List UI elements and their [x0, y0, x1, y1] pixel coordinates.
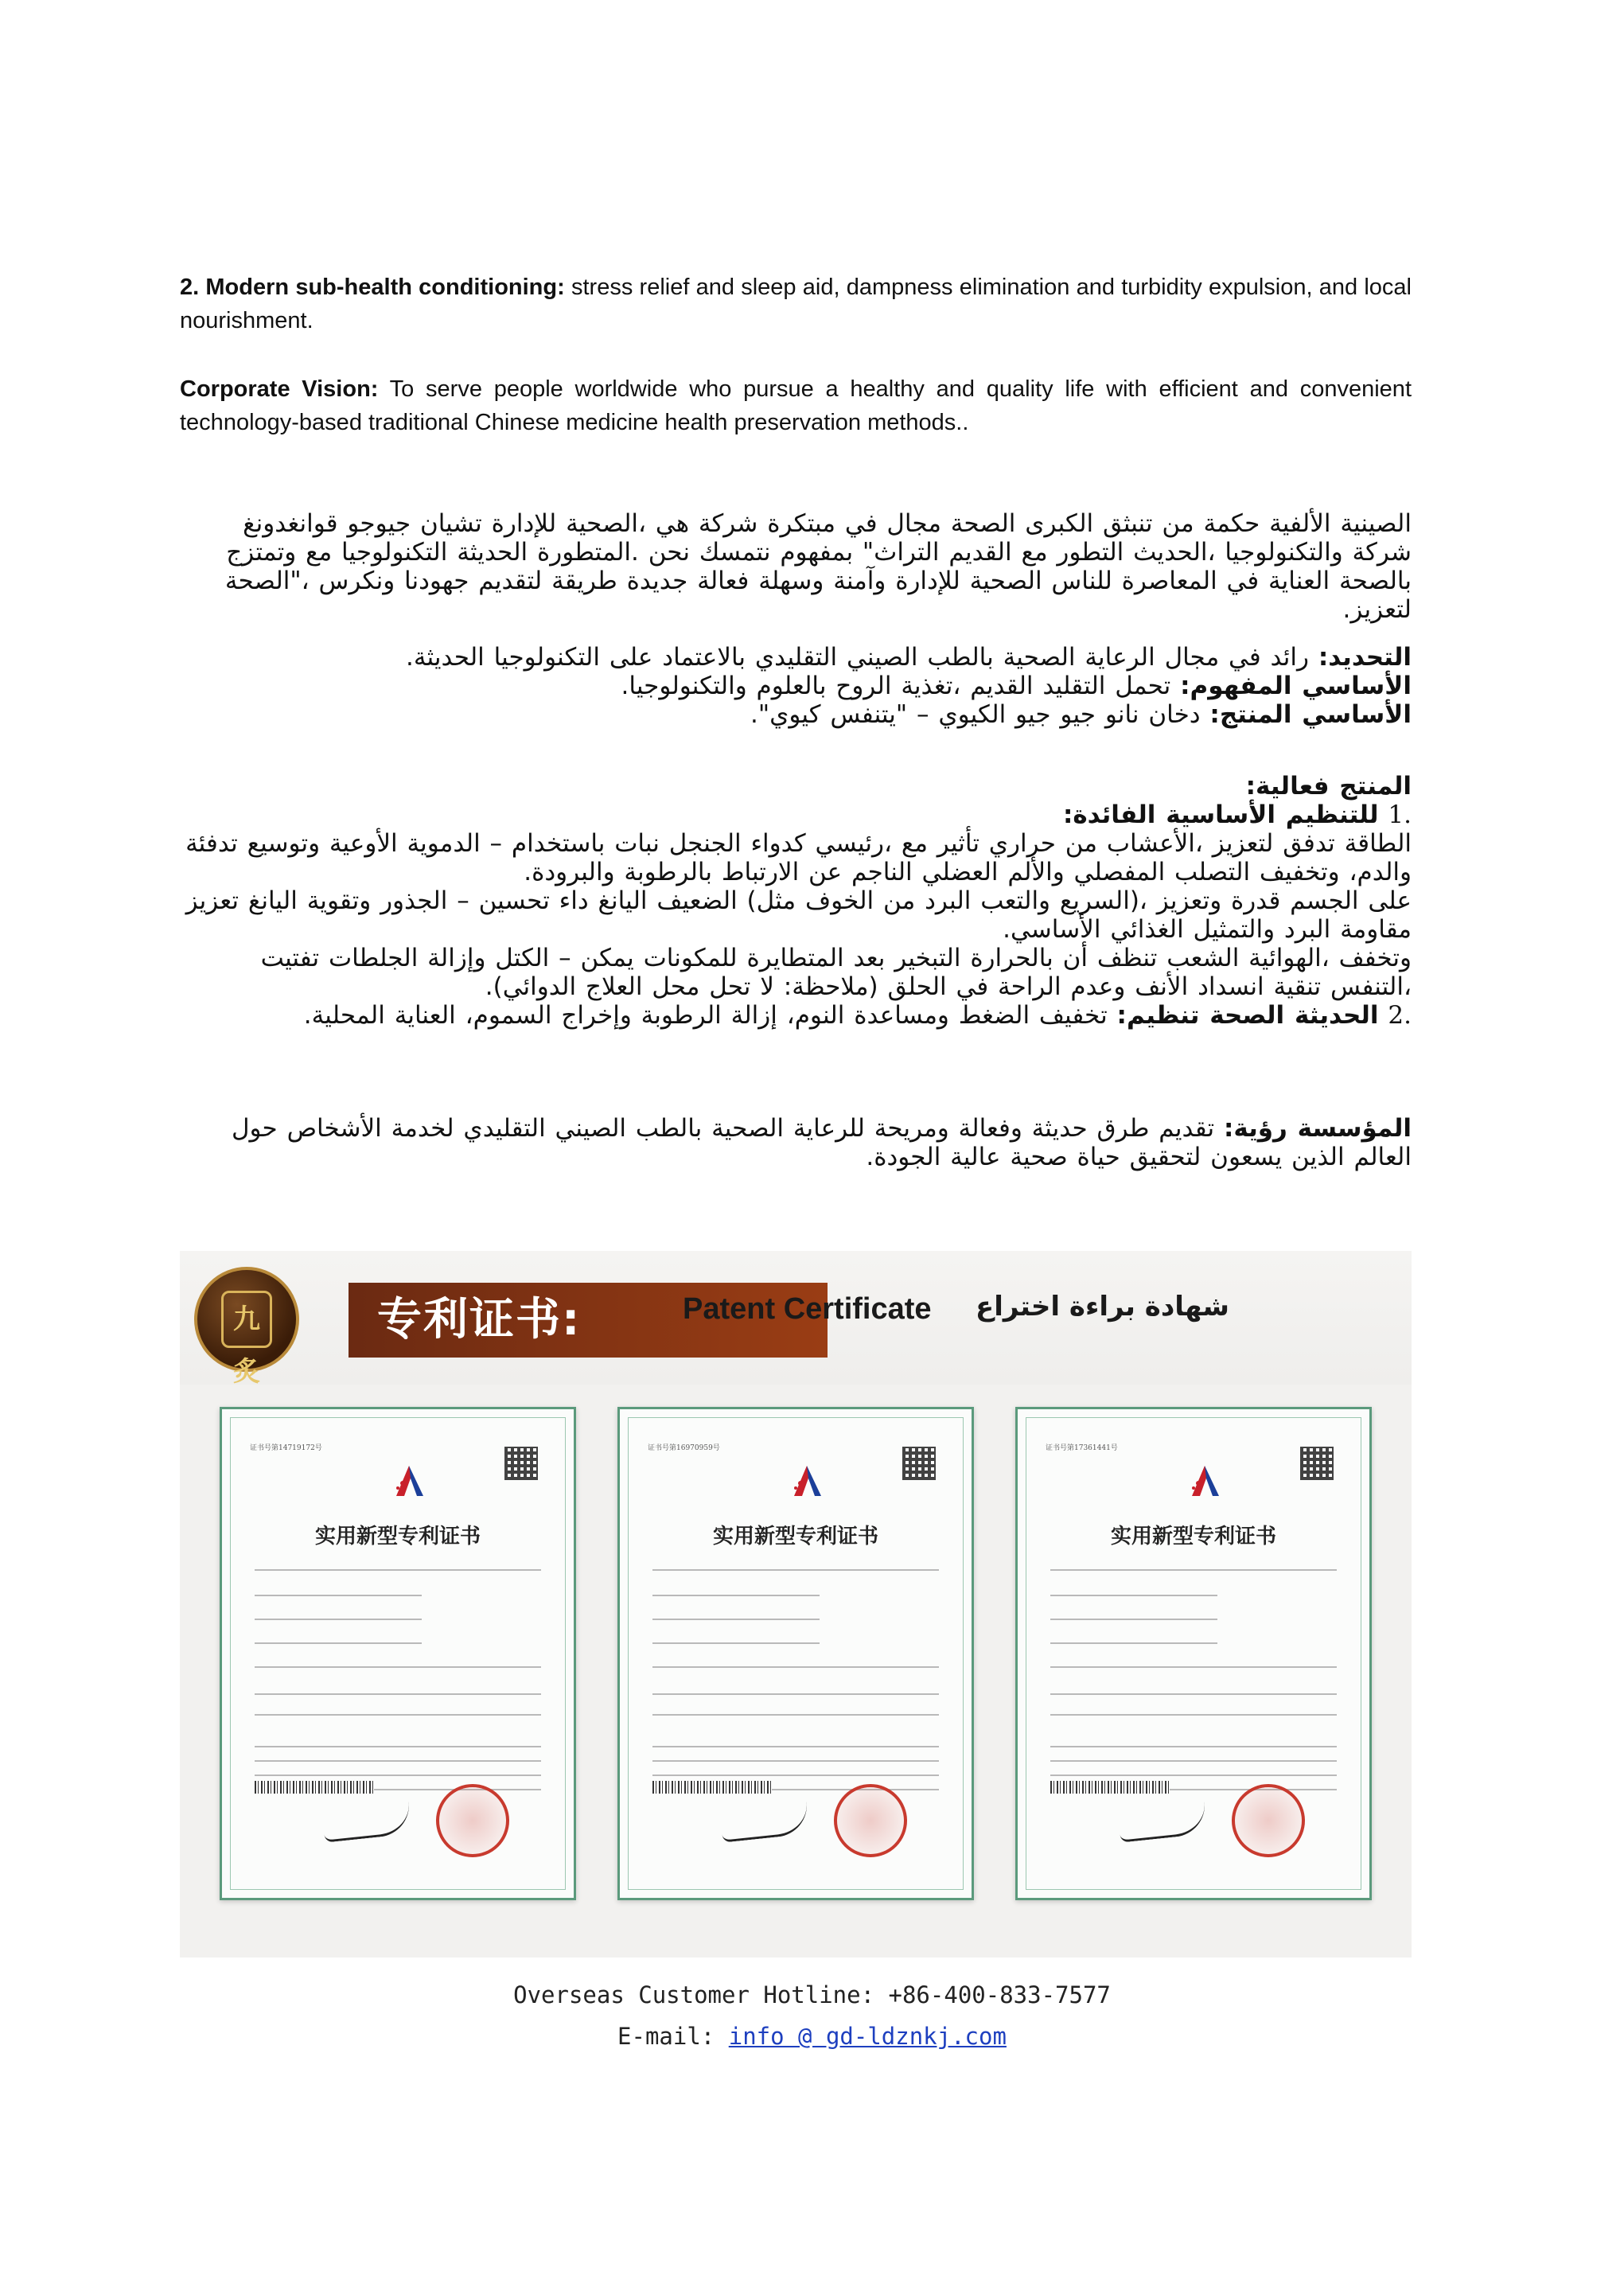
banner-header [180, 1251, 1412, 1388]
arabic-item1-line-2: على الجسم قدرة وتعزيز ،(السريع والتعب البرد من الخوف مثل) الضعيف اليانغ داء تحسين – الجذور وتقوية اليانغ تعزيز مقاومة البرد والتمثيل الغذائي الأساسي. [185, 886, 1412, 944]
arabic-product-text: دخان نانو جيو جيو الكيوي – "يتنفس كيوي". [750, 700, 1210, 729]
brand-logo-mark: 九炙 [221, 1291, 272, 1348]
arabic-item2-number: 2. [1388, 1001, 1412, 1030]
arabic-item1-line-3: وتخفف ،الهوائية الشعب تنظف أن بالحرارة التبخير بعد المتطايرة للمكونات يمكن – الكتل وإزالة الجلطات تفتيت ،التنفس تنقية انسداد الأنف وعدم الراحة في الحلق (ملاحظة: لا تحل محل العلاج الدوائي). [260, 944, 1412, 1001]
certificate-card [617, 1407, 974, 1900]
arabic-product-label: الأساسي المنتج: [1209, 700, 1412, 729]
email-label: E-mail: [617, 2023, 729, 2050]
signature-icon [1117, 1799, 1208, 1842]
arabic-intro-text: الصينية الألفية حكمة من تنبثق الكبرى الصحة مجال في مبتكرة شركة هي ،الصحية للإدارة تشيان جيوجو قوانغدونغ شركة والتكنولوجيا ،الحديث التطور مع القديم التراث" بمفهوم نتمسك نحن .المتطورة الحديثة التكنولوجيا مع وتمتزج بالصحة العناية في المعاصرة للناس الصحية للإدارة وآمنة وسهلة فعالة جديدة طريقة لتقديم جهودنا ونكرس ،"الصحة لتعزيز. [224, 509, 1412, 624]
arabic-item1-heading [180, 801, 1412, 829]
barcode-icon [255, 1781, 374, 1794]
certificate-number: 证书号第16970959号 [648, 1444, 720, 1452]
modern-subhealth-heading: 2. Modern sub-health conditioning: [180, 275, 565, 300]
signature-icon [321, 1799, 412, 1842]
qr-code-icon [504, 1447, 538, 1480]
cnipa-emblem-icon [385, 1459, 433, 1507]
corporate-vision-paragraph [180, 372, 1412, 439]
qr-code-icon [1300, 1447, 1334, 1480]
arabic-concept-label: الأساسي المفهوم: [1180, 672, 1412, 700]
arabic-positioning-text: رائد في مجال الرعاية الصحية بالطب الصيني التقليدي بالاعتماد على التكنولوجيا الحديثة. [406, 643, 1318, 672]
patent-certificate-banner [180, 1251, 1412, 1958]
cnipa-emblem-icon [783, 1459, 831, 1507]
arabic-efficacy-block [180, 772, 1412, 1030]
title-arabic: شهادة براءة اختراع [976, 1291, 1229, 1323]
arabic-vision-paragraph [180, 1114, 1412, 1171]
cnipa-emblem-icon [1181, 1459, 1229, 1507]
email-line [0, 2023, 1624, 2050]
arabic-item2-label: الحديثة الصحة تنظيم: [1116, 1001, 1379, 1030]
arabic-intro-paragraph [180, 509, 1412, 624]
title-chinese: 专利证书: [377, 1294, 582, 1346]
certificate-number: 证书号第17361441号 [1046, 1444, 1118, 1452]
customer-hotline: Overseas Customer Hotline: +86-400-833-7577 [513, 1981, 1111, 2008]
arabic-item1-line-1: الطاقة تدفق لتعزيز ،الأعشاب من حراري تأثير مع ،رئيسي كدواء الجنجل نبات باستخدام – الدموية الأوعية وتوسيع تدفئة والدم، وتخفيف التصلب المفصلي والألم العضلي الناجم عن الارتباط بالرطوبة والبرودة. [185, 829, 1412, 886]
certificate-title: 实用新型专利证书 [314, 1525, 481, 1549]
arabic-concept-text: تحمل التقليد القديم ،تغذية الروح بالعلوم والتكنولوجيا. [621, 672, 1181, 700]
arabic-brand-block [180, 643, 1412, 729]
email-link[interactable]: info @ gd-ldznkj.com [728, 2023, 1007, 2050]
arabic-vision-label: المؤسسة رؤية: [1223, 1114, 1412, 1143]
certificate-title: 实用新型专利证书 [1110, 1525, 1276, 1549]
certificate-title: 实用新型专利证书 [712, 1525, 878, 1549]
arabic-item1-label: للتنظيم الأساسية الفائدة: [1062, 801, 1379, 829]
arabic-concept-line [180, 672, 1412, 700]
signature-icon [719, 1799, 810, 1842]
barcode-icon [652, 1781, 772, 1794]
modern-subhealth-paragraph [180, 271, 1412, 337]
barcode-icon [1050, 1781, 1170, 1794]
official-seal-icon [834, 1784, 907, 1857]
certificate-number: 证书号第14719172号 [250, 1444, 322, 1452]
brand-logo [194, 1267, 299, 1388]
arabic-item2-text: تخفيف الضغط ومساعدة النوم، إزالة الرطوبة وإخراج السموم، العناية المحلية. [303, 1001, 1117, 1030]
modern-subhealth-text: stress relief and sleep aid, dampness elimination and turbidity expulsion, and local nourishment. [180, 275, 1412, 333]
official-seal-icon [436, 1784, 509, 1857]
arabic-positioning-label: التحديد: [1318, 643, 1412, 672]
certificate-card [1015, 1407, 1372, 1900]
arabic-product-line [180, 700, 1412, 729]
arabic-vision-text: تقديم طرق حديثة وفعالة ومريحة للرعاية الصحية بالطب الصيني التقليدي لخدمة الأشخاص حول العالم الذين يسعون لتحقيق حياة صحية عالية الجودة. [232, 1114, 1412, 1171]
arabic-efficacy-heading: المنتج فعالية: [1245, 772, 1412, 801]
arabic-item1-number: 1. [1388, 801, 1412, 829]
corporate-vision-heading: Corporate Vision: [180, 376, 379, 402]
qr-code-icon [902, 1447, 936, 1480]
arabic-item2-line [180, 1001, 1412, 1030]
certificate-card [220, 1407, 576, 1900]
corporate-vision-text: To serve people worldwide who pursue a healthy and quality life with efficient and convenient technology-based traditional Chinese medicine health preservation methods.. [180, 376, 1412, 435]
title-english: Patent Certificate [683, 1292, 932, 1326]
arabic-positioning-line [180, 643, 1412, 672]
official-seal-icon [1232, 1784, 1305, 1857]
